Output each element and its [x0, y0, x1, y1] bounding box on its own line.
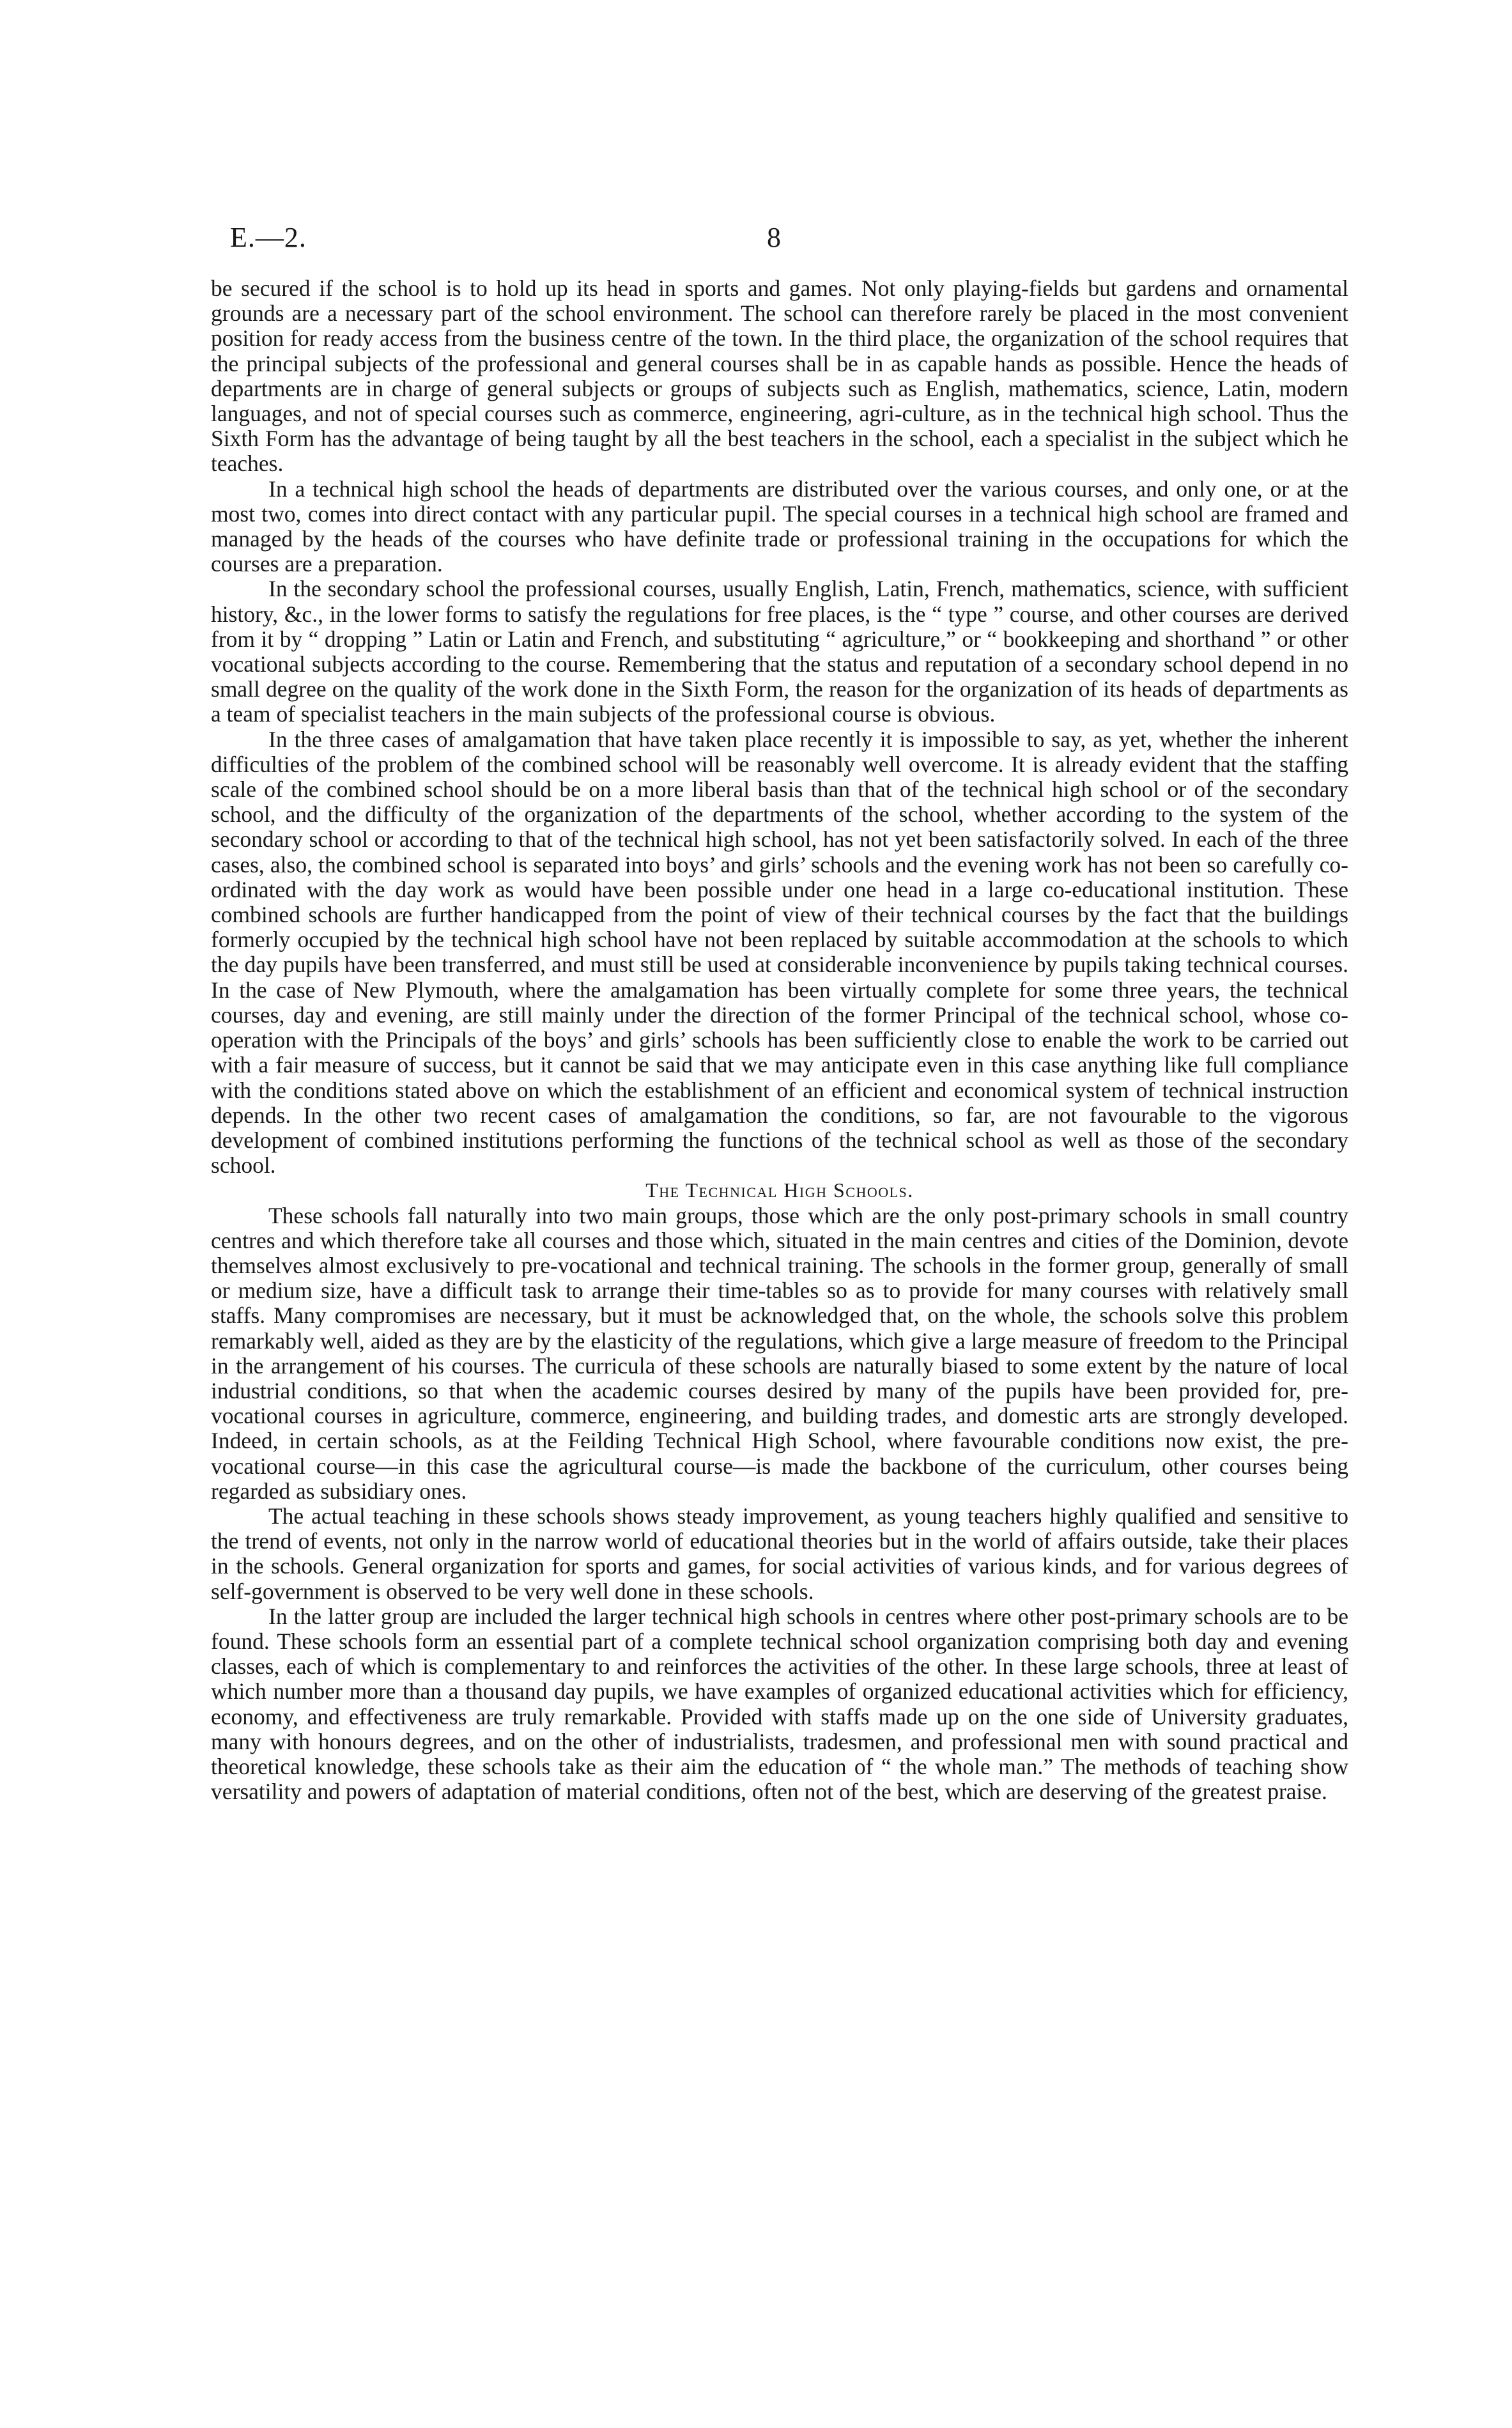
document-reference: E.—2. [230, 222, 307, 253]
paragraph: In a technical high school the heads of departments are distributed over the various courses, and only one, or at the most two, comes into direct contact with any particular pupil. The special courses in a technical high school are framed and managed by the heads of the courses who have definite trade or professional training in the occupations for which the courses are a preparation. [211, 476, 1348, 577]
page-header [211, 221, 1348, 259]
page-number: 8 [767, 222, 781, 253]
paragraph: In the latter group are included the larger technical high schools in centres where other post-primary schools are to be found. These schools form an essential part of a complete technical school organization comprising both day and evening classes, each of which is complementary to and reinforces the activities of the other. In these large schools, three at least of which number more than a thousand day pupils, we have examples of organized educational activities which for efficiency, economy, and effectiveness are truly remarkable. Provided with staffs made up on the one side of University graduates, many with honours degrees, and on the other of industrialists, tradesmen, and professional men with sound practical and theoretical knowledge, these schools take as their aim the education of “ the whole man.” The methods of teaching show versatility and powers of adaptation of material conditions, often not of the best, which are deserving of the greatest praise. [211, 1603, 1348, 1805]
section-heading: The Technical High Schools. [645, 1179, 914, 1202]
paragraph: The actual teaching in these schools shows steady improvement, as young teachers highly qualified and sensitive to the trend of events, not only in the narrow world of educational theories but in the world of affairs outside, take their places in the schools. General organization for sports and games, for social activities of various kinds, and for various degrees of self-government is observed to be very well done in these schools. [211, 1503, 1348, 1604]
paragraph-continued: be secured if the school is to hold up its head in sports and games. Not only playing-fields but gardens and ornamental grounds are a necessary part of the school environment. The school can therefore rarely be placed in the most convenient position for ready access from the business centre of the town. In the third place, the organization of the school requires that the principal subjects of the professional and general courses shall be in as capable hands as possible. Hence the heads of departments are in charge of general subjects or groups of subjects such as English, mathematics, science, Latin, modern languages, and not of special courses such as commerce, engineering, agri-culture, as in the technical high school. Thus the Sixth Form has the advantage of being taught by all the best teachers in the school, each a specialist in the subject which he teaches. [211, 275, 1348, 477]
body-text [211, 276, 1348, 1804]
paragraph: In the secondary school the professional courses, usually English, Latin, French, mathematics, science, with sufficient history, &c., in the lower forms to satisfy the regulations for free places, is the “ type ” course, and other courses are derived from it by “ dropping ” Latin or Latin and French, and substituting “ agriculture,” or “ bookkeeping and shorthand ” or other vocational subjects according to the course. Remembering that the status and reputation of a secondary school depend in no small degree on the quality of the work done in the Sixth Form, the reason for the organization of its heads of departments as a team of specialist teachers in the main subjects of the professional course is obvious. [211, 576, 1348, 727]
paragraph: In the three cases of amalgamation that have taken place recently it is impossible to say, as yet, whether the inherent difficulties of the problem of the combined school will be reasonably well overcome. It is already evident that the staffing scale of the combined school should be on a more liberal basis than that of the technical high school or of the secondary school, and the difficulty of the organization of the departments of the school, whether according to the system of the secondary school or according to that of the technical high school, has not yet been satisfactorily solved. In each of the three cases, also, the combined school is separated into boys’ and girls’ schools and the evening work has not been so carefully co-ordinated with the day work as would have been possible under one head in a large co-educational institution. These combined schools are further handicapped from the point of view of their technical courses by the fact that the buildings formerly occupied by the technical high school have not been replaced by suitable accommodation at the schools to which the day pupils have been transferred, and must still be used at considerable inconvenience by pupils taking technical courses. In the case of New Plymouth, where the amalgamation has been virtually complete for some three years, the technical courses, day and evening, are still mainly under the direction of the former Principal of the technical school, whose co-operation with the Principals of the boys’ and girls’ schools has been sufficiently close to enable the work to be carried out with a fair measure of success, but it cannot be said that we may anticipate even in this case anything like full compliance with the conditions stated above on which the establishment of an efficient and economical system of technical instruction depends. In the other two recent cases of amalgamation the conditions, so far, are not favourable to the vigorous development of combined institutions performing the functions of the technical school as well as those of the secondary school. [211, 726, 1348, 1179]
paragraph: These schools fall naturally into two main groups, those which are the only post-primary schools in small country centres and which therefore take all courses and those which, situated in the main centres and cities of the Dominion, devote themselves almost exclusively to pre-vocational and technical training. The schools in the former group, generally of small or medium size, have a difficult task to arrange their time-tables so as to provide for many courses with relatively small staffs. Many compromises are necessary, but it must be acknowledged that, on the whole, the schools solve this problem remarkably well, aided as they are by the elasticity of the regulations, which give a large measure of freedom to the Principal in the arrangement of his courses. The curricula of these schools are naturally biased to some extent by the nature of local industrial conditions, so that when the academic courses desired by many of the pupils have been provided for, pre-vocational courses in agriculture, commerce, engineering, and building trades, and domestic arts are strongly developed. Indeed, in certain schools, as at the Feilding Technical High School, where favourable conditions now exist, the pre-vocational course—in this case the agricultural course—is made the backbone of the curriculum, other courses being regarded as subsidiary ones. [211, 1202, 1348, 1504]
